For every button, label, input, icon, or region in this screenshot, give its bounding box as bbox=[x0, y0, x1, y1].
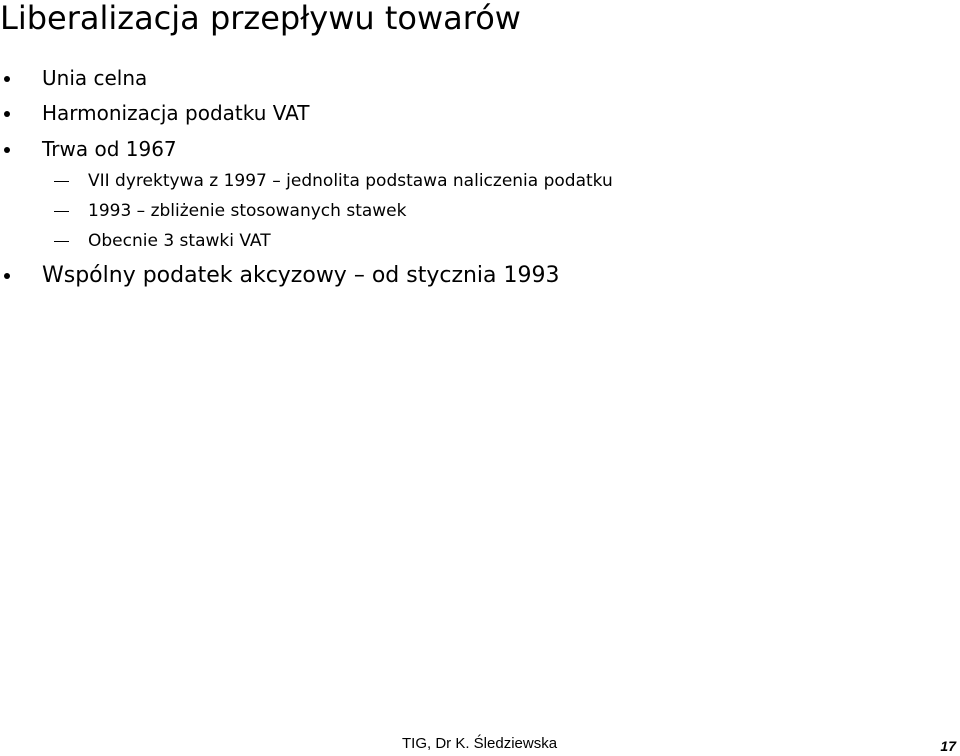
bullet-text: Harmonizacja podatku VAT bbox=[42, 101, 310, 125]
bullet-text: Trwa od 1967 bbox=[42, 137, 177, 161]
bullet-text: Wspólny podatek akcyzowy – od stycznia 1993 bbox=[42, 263, 560, 288]
bullet-dot-icon bbox=[4, 76, 10, 82]
bullet-dot-icon bbox=[4, 147, 10, 153]
sub-bullet-text: VII dyrektywa z 1997 – jednolita podstawa naliczenia podatku bbox=[88, 171, 613, 191]
slide-title: Liberalizacja przepływu towarów bbox=[0, 0, 521, 37]
sub-bullet-text: Obecnie 3 stawki VAT bbox=[88, 231, 271, 251]
page-number: 17 bbox=[940, 738, 956, 754]
dash-icon bbox=[54, 241, 69, 242]
bullet-dot-icon bbox=[4, 111, 10, 117]
bullet-dot-icon bbox=[4, 273, 10, 279]
dash-icon bbox=[54, 181, 69, 182]
dash-icon bbox=[54, 211, 69, 212]
sub-bullet-text: 1993 – zbliżenie stosowanych stawek bbox=[88, 201, 407, 221]
footer-author: TIG, Dr K. Śledziewska bbox=[402, 735, 558, 752]
bullet-text: Unia celna bbox=[42, 66, 148, 90]
